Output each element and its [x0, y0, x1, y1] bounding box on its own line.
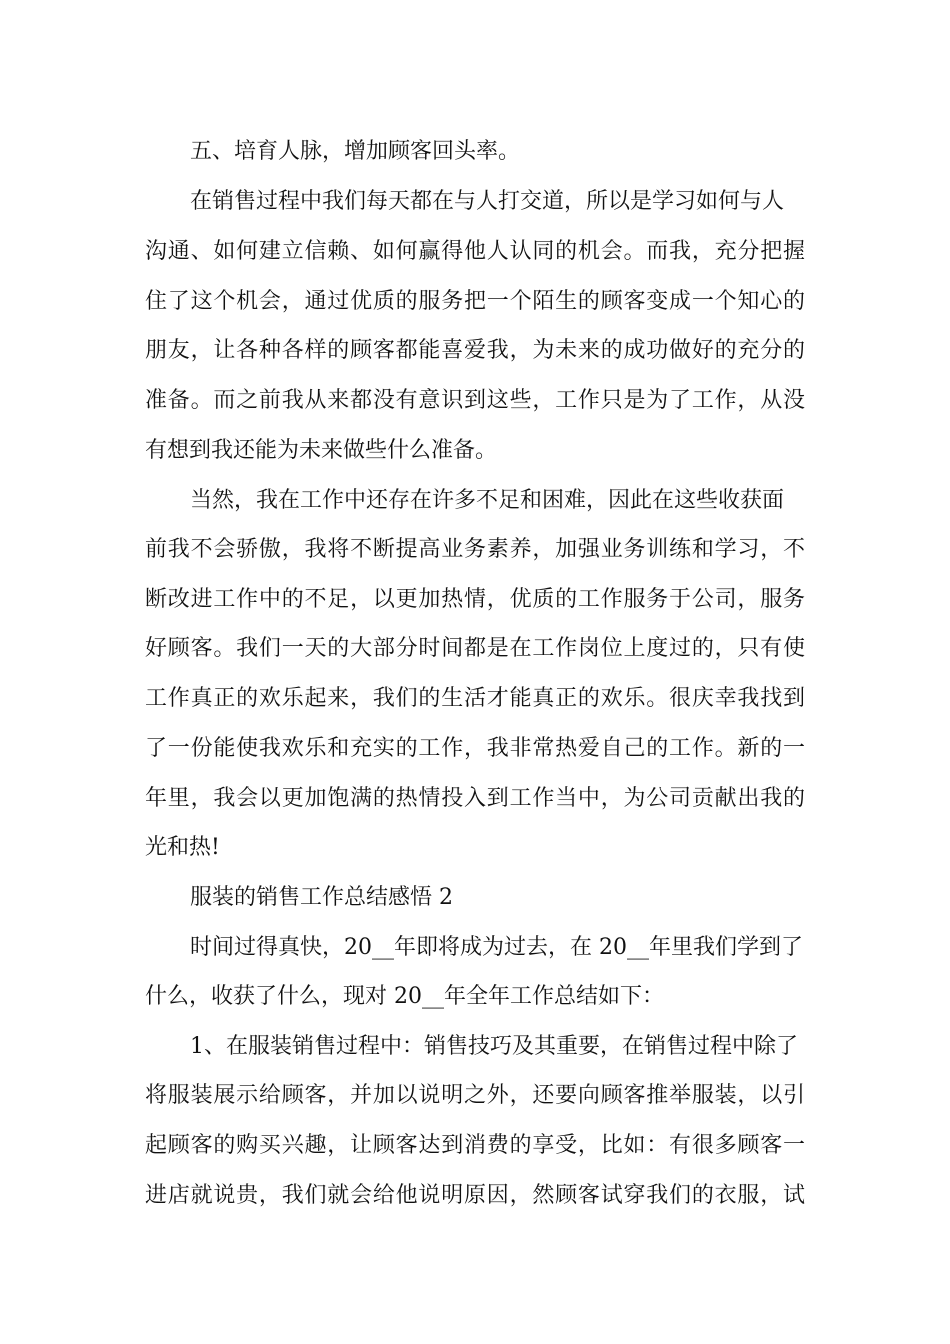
section-title: 服装的销售工作总结感悟 2 — [190, 885, 453, 910]
paragraph-line: 前我不会骄傲，我将不断提高业务素养，加强业务训练和学习，不 — [145, 537, 805, 562]
paragraph-line: 年里，我会以更加饱满的热情投入到工作当中，为公司贡献出我的 — [145, 786, 805, 811]
paragraph-line: 起顾客的购买兴趣，让顾客达到消费的享受，比如：有很多顾客一 — [145, 1133, 805, 1158]
paragraph-line: 好顾客。我们一天的大部分时间都是在工作岗位上度过的，只有使 — [145, 636, 805, 661]
paragraph-line: 在销售过程中我们每天都在与人打交道，所以是学习如何与人 — [190, 189, 785, 214]
paragraph-line: 沟通、如何建立信赖、如何赢得他人认同的机会。而我，充分把握 — [145, 239, 805, 264]
paragraph-line: 有想到我还能为未来做些什么准备。 — [145, 438, 498, 463]
section-heading: 五、培育人脉，增加顾客回头率。 — [190, 139, 521, 164]
paragraph-line: 进店就说贵，我们就会给他说明原因，然顾客试穿我们的衣服，试 — [145, 1183, 805, 1208]
paragraph-line: 时间过得真快，20__年即将成为过去，在 20__年里我们学到了 — [190, 935, 803, 960]
paragraph-line: 准备。而之前我从来都没有意识到这些，工作只是为了工作，从没 — [145, 388, 805, 413]
paragraph-line: 了一份能使我欢乐和充实的工作，我非常热爱自己的工作。新的一 — [145, 736, 805, 761]
paragraph-line: 当然，我在工作中还存在许多不足和困难，因此在这些收获面 — [190, 488, 785, 513]
paragraph-line: 1、在服装销售过程中：销售技巧及其重要，在销售过程中除了 — [190, 1034, 798, 1059]
paragraph-line: 住了这个机会，通过优质的服务把一个陌生的顾客变成一个知心的 — [145, 289, 805, 314]
paragraph-line: 什么，收获了什么，现对 20__年全年工作总结如下： — [145, 984, 664, 1009]
paragraph-line: 朋友，让各种各样的顾客都能喜爱我，为未来的成功做好的充分的 — [145, 338, 805, 363]
paragraph-line: 工作真正的欢乐起来，我们的生活才能真正的欢乐。很庆幸我找到 — [145, 686, 805, 711]
paragraph-line: 光和热! — [145, 835, 220, 860]
paragraph-line: 断改进工作中的不足，以更加热情，优质的工作服务于公司，服务 — [145, 587, 805, 612]
paragraph-line: 将服装展示给顾客，并加以说明之外，还要向顾客推举服装，以引 — [145, 1083, 805, 1108]
